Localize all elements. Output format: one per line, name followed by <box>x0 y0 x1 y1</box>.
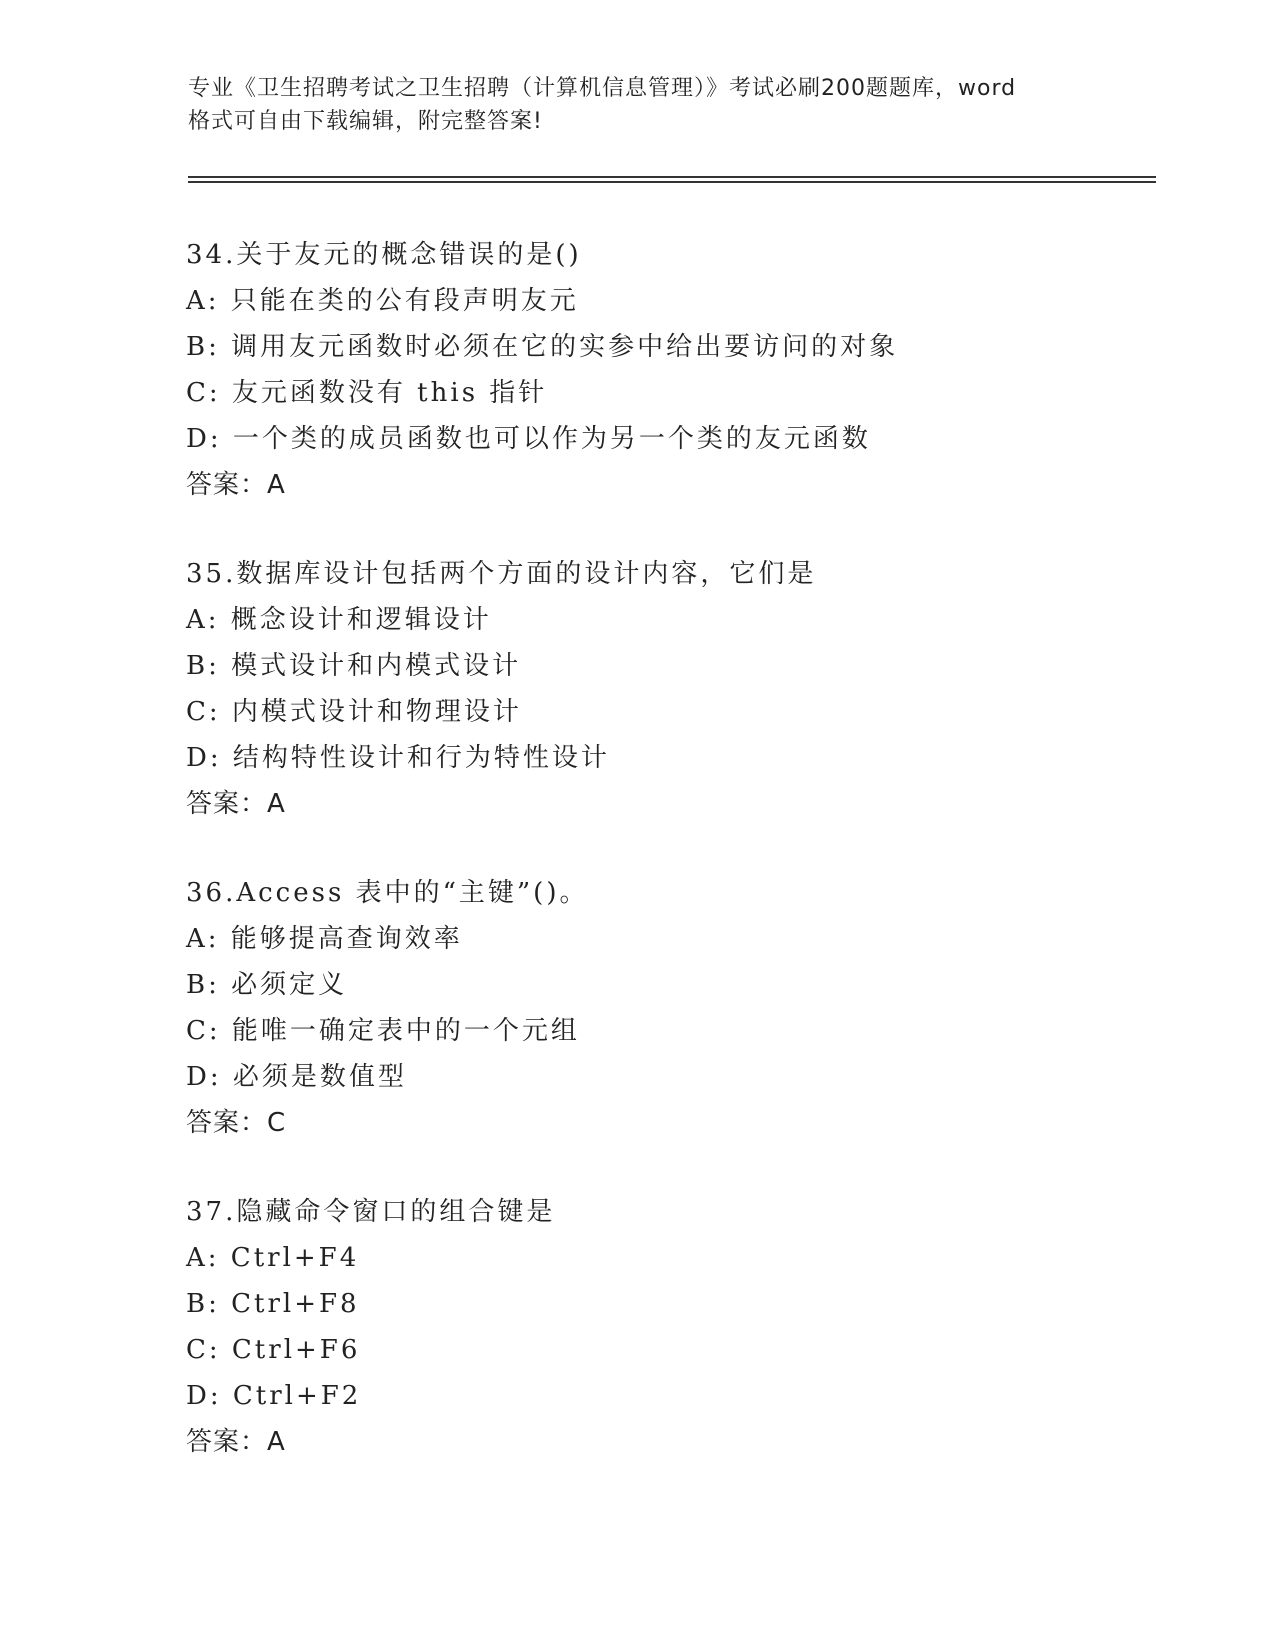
option-a: A: Ctrl+F4 <box>186 1243 360 1273</box>
question-block <box>186 232 1146 508</box>
option-b: B: 必须定义 <box>186 970 348 1000</box>
option-a: A: 概念设计和逻辑设计 <box>186 605 492 635</box>
question-stem: 35.数据库设计包括两个方面的设计内容，它们是 <box>186 559 817 589</box>
header-line-2: 格式可自由下载编辑，附完整答案! <box>188 109 543 134</box>
option-c: C: Ctrl+F6 <box>186 1335 361 1365</box>
answer-text: 答案：A <box>186 1427 286 1457</box>
question-block <box>186 870 1146 1146</box>
answer-text: 答案：A <box>186 789 286 819</box>
option-c: C: 友元函数没有 this 指针 <box>186 378 548 408</box>
option-d: D: 结构特性设计和行为特性设计 <box>186 743 610 773</box>
option-b: B: Ctrl+F8 <box>186 1289 360 1319</box>
question-block <box>186 1189 1146 1465</box>
document-header <box>188 72 1088 138</box>
header-line-1: 专业《卫生招聘考试之卫生招聘（计算机信息管理）》考试必刷200题题库，word <box>188 76 1017 101</box>
header-divider-top <box>188 176 1156 178</box>
answer-text: 答案：C <box>186 1108 287 1138</box>
option-b: B: 模式设计和内模式设计 <box>186 651 522 681</box>
option-a: A: 能够提高查询效率 <box>186 924 463 954</box>
answer-text: 答案：A <box>186 470 286 500</box>
option-a: A: 只能在类的公有段声明友元 <box>186 286 579 316</box>
option-c: C: 内模式设计和物理设计 <box>186 697 522 727</box>
question-stem: 37.隐藏命令窗口的组合键是 <box>186 1197 556 1227</box>
question-block <box>186 551 1146 827</box>
option-b: B: 调用友元函数时必须在它的实参中给出要访问的对象 <box>186 332 899 362</box>
question-stem: 36.Access 表中的“主键”()。 <box>186 878 589 908</box>
header-divider-bottom <box>188 181 1156 183</box>
option-c: C: 能唯一确定表中的一个元组 <box>186 1016 580 1046</box>
question-stem: 34.关于友元的概念错误的是() <box>186 240 582 270</box>
option-d: D: Ctrl+F2 <box>186 1381 362 1411</box>
option-d: D: 一个类的成员函数也可以作为另一个类的友元函数 <box>186 424 871 454</box>
option-d: D: 必须是数值型 <box>186 1062 407 1092</box>
